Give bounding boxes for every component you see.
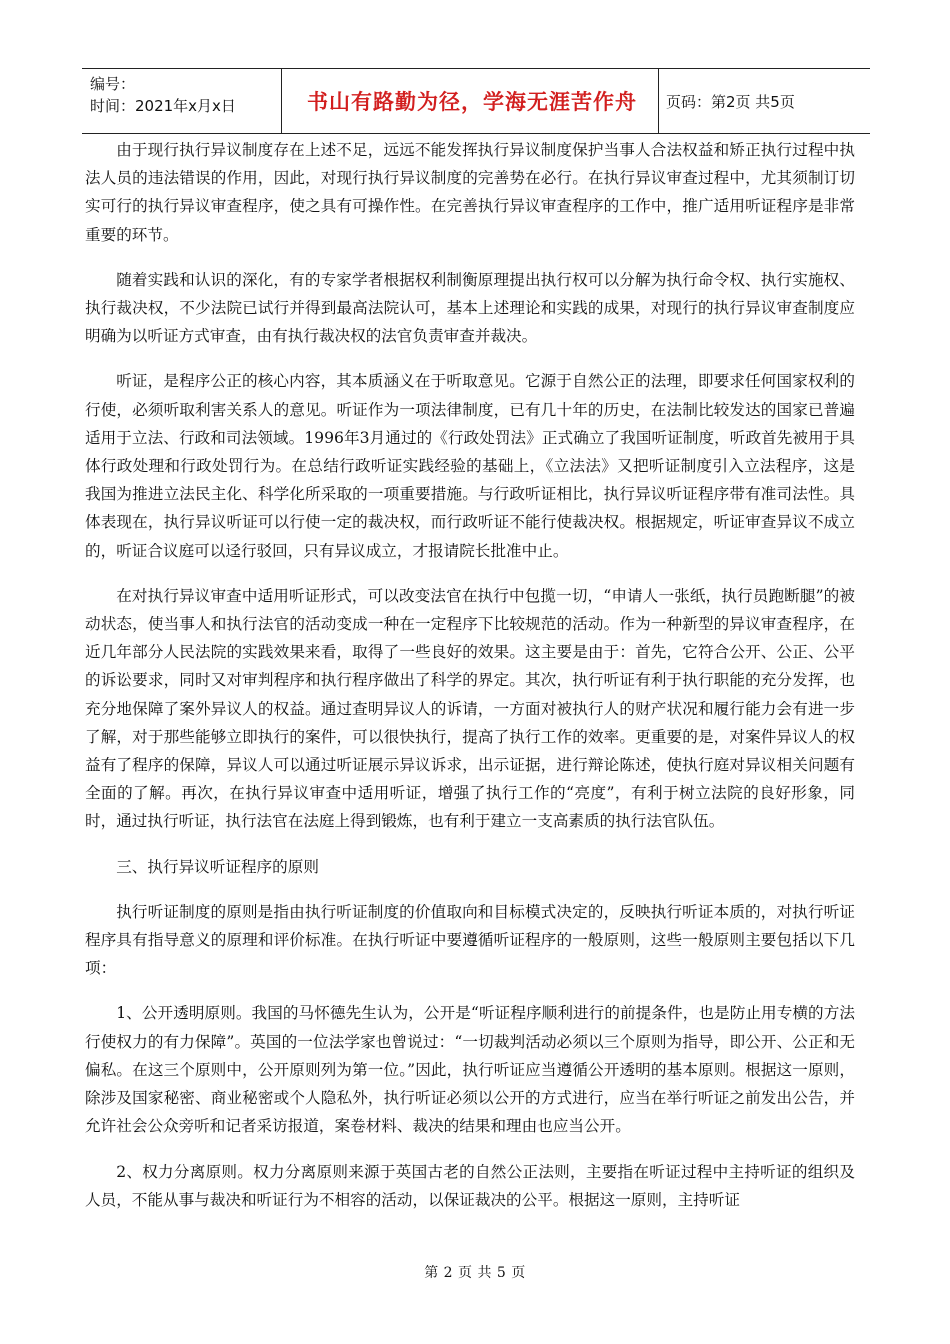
paragraph: 在对执行异议审查中适用听证形式，可以改变法官在执行中包揽一切，“申请人一张纸，执行员跑断腿”的被动状态，使当事人和执行法官的活动变成一种在一定程序下比较规范的活动。作为一种新型的异议审查程序，在近几年部分人民法院的实践效果来看，取得了一些良好的效果。这主要是由于：首先，它符合公开、公正、公平的诉讼要求，同时又对审判程序和执行程序做出了科学的界定。其次，执行听证有利于执行职能的充分发挥，也充分地保障了案外异议人的权益。通过查明异议人的诉请，一方面对被执行人的财产状况和履行能力会有进一步了解，对于那些能够立即执行的案件，可以很快执行，提高了执行工作的效率。更重要的是，对案件异议人的权益有了程序的保障，异议人可以通过听证展示异议诉求，出示证据，进行辩论陈述，使执行庭对异议相关问题有全面的了解。再次，在执行异议审查中适用听证，增强了执行工作的“亮度”，有利于树立法院的良好形象，同时，通过执行听证，执行法官在法庭上得到锻炼，也有利于建立一支高素质的执行法官队伍。: [85, 586, 855, 831]
page-header: [82, 68, 870, 134]
paragraph: 由于现行执行异议制度存在上述不足，远远不能发挥执行异议制度保护当事人合法权益和矫正执行过程中执法人员的违法错误的作用，因此，对现行执行异议制度的完善势在必行。在执行异议审查过程中，尤其须制订切实可行的执行异议审查程序，使之具有可操作性。在完善执行异议审查程序的工作中，推广适用听证程序是非常重要的环节。: [85, 141, 855, 244]
paragraph: 2、权力分离原则。权力分离原则来源于英国古老的自然公正法则，主要指在听证过程中主持听证的组织及人员，不能从事与裁决和听证行为不相容的活动，以保证裁决的公平。根据这一原则，主持听证: [85, 1162, 855, 1209]
header-meta: [90, 73, 280, 117]
number-label: 编号：: [90, 75, 136, 93]
header-divider-right: [658, 69, 659, 133]
section-heading: 三、执行异议听证程序的原则: [116, 857, 319, 876]
date-label: 时间：2021年x月x日: [90, 97, 236, 115]
header-divider-left: [281, 69, 282, 133]
paragraph: 随着实践和认识的深化，有的专家学者根据权利制衡原理提出执行权可以分解为执行命令权、执行实施权、执行裁决权，不少法院已试行并得到最高法院认可，基本上述理论和实践的成果，对现行的执行异议审查制度应明确为以听证方式审查，由有执行裁决权的法官负责审查并裁决。: [85, 270, 855, 346]
paragraph: 执行听证制度的原则是指由执行听证制度的价值取向和目标模式决定的，反映执行听证本质的，对执行听证程序具有指导意义的原理和评价标准。在执行听证中要遵循听证程序的一般原则，这些一般原则主要包括以下几项：: [85, 902, 855, 978]
header-motto: 书山有路勤为径，学海无涯苦作舟: [307, 90, 637, 114]
paragraph: 1、公开透明原则。我国的马怀德先生认为，公开是“听证程序顺利进行的前提条件，也是防止用专横的方法行使权力的有力保障”。英国的一位法学家也曾说过：“一切裁判活动必须以三个原则为指导，即公开、公正和无偏私。在这三个原则中，公开原则列为第一位。”因此，执行听证应当遵循公开透明的基本原则。根据这一原则，除涉及国家秘密、商业秘密或个人隐私外，执行听证必须以公开的方式进行，应当在举行听证之前发出公告，并允许社会公众旁听和记者采访报道，案卷材料、裁决的结果和理由也应当公开。: [85, 1004, 855, 1136]
document-body: [85, 136, 855, 1214]
page-footer: 第 2 页 共 5 页: [424, 1265, 526, 1281]
page-info: 页码：第2页 共5页: [666, 92, 795, 111]
paragraph: 听证，是程序公正的核心内容，其本质涵义在于听取意见。它源于自然公正的法理，即要求任何国家权利的行使，必须听取利害关系人的意见。听证作为一项法律制度，已有几十年的历史，在法制比较发达的国家已普遍适用于立法、行政和司法领域。1996年3月通过的《行政处罚法》正式确立了我国听证制度，听政首先被用于具体行政处理和行政处罚行为。在总结行政听证实践经验的基础上，《立法法》又把听证制度引入立法程序，这是我国为推进立法民主化、科学化所采取的一项重要措施。与行政听证相比，执行异议听证程序带有准司法性。具体表现在，执行异议听证可以行使一定的裁决权，而行政听证不能行使裁决权。根据规定，听证审查异议不成立的，听证合议庭可以迳行驳回，只有异议成立，才报请院长批准中止。: [85, 372, 855, 560]
